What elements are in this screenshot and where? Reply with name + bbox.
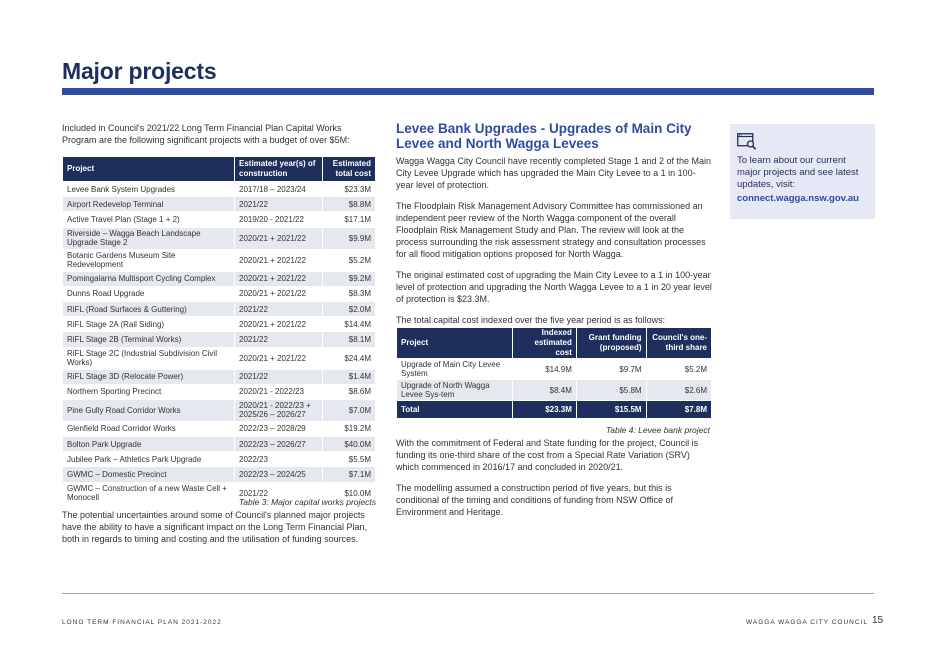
council-share: $2.6M — [646, 380, 711, 401]
header-indexed-cost: Indexed estimated cost — [513, 328, 577, 359]
project-cost: $1.4M — [323, 369, 376, 384]
levee-cost-table — [396, 327, 712, 419]
project-cost: $5.2M — [323, 249, 376, 271]
body-paragraph: The Floodplain Risk Management Advisory Committee has commissioned an independent peer review of the North Wagga component of the overall Floodplain Risk Management Study and Plan. The review will look at the process surrounding the risk assessment strategy and consultation processes for all flood mitigation options proposed for North Wagga. — [396, 201, 706, 259]
project-years: 2020/21 - 2022/23 + 2025/26 – 2026/27 — [235, 399, 323, 421]
project-years: 2022/23 — [235, 452, 323, 467]
funding-section — [396, 437, 712, 527]
header-grant-funding: Grant funding (proposed) — [576, 328, 646, 359]
project-years: 2021/22 — [235, 197, 323, 212]
table-row — [63, 227, 376, 249]
table-row — [63, 286, 376, 301]
grant-funding: $5.8M — [576, 380, 646, 401]
project-name: Bolton Park Upgrade — [63, 437, 235, 452]
header-years: Estimated year(s) of construction — [235, 157, 323, 182]
table-row — [63, 399, 376, 421]
project-cost: $8.3M — [323, 286, 376, 301]
total-indexed-cost: $23.3M — [513, 401, 577, 419]
table-row — [63, 301, 376, 316]
table-row — [63, 317, 376, 332]
project-years: 2020/21 + 2021/22 — [235, 227, 323, 249]
project-name: Northern Sporting Precinct — [63, 384, 235, 399]
body-paragraph: The original estimated cost of upgrading the Main City Levee to a 1 in 100-year level of protection and upgrading the North Wagga Levee to a 1 in 20 year level of protection is $23.3M. — [396, 270, 712, 304]
callout-text: To learn about our current major projects and see latest updates, visit: — [737, 155, 859, 190]
project-years: 2021/22 — [235, 301, 323, 316]
total-label: Total — [397, 401, 513, 419]
project-cost: $2.0M — [323, 301, 376, 316]
project-cost: $5.5M — [323, 452, 376, 467]
table-row — [63, 384, 376, 399]
table-row — [63, 197, 376, 212]
project-years: 2020/21 + 2021/22 — [235, 317, 323, 332]
table-row — [63, 212, 376, 227]
body-paragraph: The total capital cost indexed over the five year period is as follows: — [396, 315, 666, 325]
header-cost: Estimated total cost — [323, 157, 376, 182]
project-years: 2019/20 - 2021/22 — [235, 212, 323, 227]
table-row — [63, 332, 376, 347]
project-cost: $7.0M — [323, 399, 376, 421]
levee-project-name: Upgrade of North Wagga Levee Sys-tem — [397, 380, 513, 401]
project-years: 2020/21 + 2021/22 — [235, 249, 323, 271]
project-cost: $8.8M — [323, 197, 376, 212]
section-heading: Levee Bank Upgrades - Upgrades of Main City Levee and North Wagga Levees — [396, 121, 692, 151]
page-number: 15 — [872, 615, 884, 626]
footer-organisation: WAGGA WAGGA CITY COUNCIL — [746, 619, 868, 626]
table-row — [63, 182, 376, 197]
indexed-cost: $14.9M — [513, 359, 577, 380]
footer-document-title: LONG TERM FINANCIAL PLAN 2021-2022 — [62, 619, 222, 626]
project-years: 2020/21 - 2022/23 — [235, 384, 323, 399]
major-projects-link[interactable]: connect.wagga.nsw.gov.au — [737, 193, 859, 204]
table-row — [63, 347, 376, 369]
project-years: 2022/23 – 2024/25 — [235, 467, 323, 482]
project-name: Pomingalarna Multisport Cycling Complex — [63, 271, 235, 286]
project-years: 2022/23 – 2026/27 — [235, 437, 323, 452]
header-project: Project — [397, 328, 513, 359]
footer-divider — [62, 593, 874, 594]
project-name: Dunns Road Upgrade — [63, 286, 235, 301]
table-row — [63, 369, 376, 384]
project-name: RiFL Stage 2C (Industrial Subdivision Civil Works) — [63, 347, 235, 369]
project-years: 2020/21 + 2021/22 — [235, 347, 323, 369]
project-years: 2021/22 — [235, 332, 323, 347]
header-council-share: Council's one-third share — [646, 328, 711, 359]
levee-section — [396, 121, 712, 326]
project-years: 2017/18 – 2023/24 — [235, 182, 323, 197]
project-name: RiFL Stage 2A (Rail Siding) — [63, 317, 235, 332]
browser-search-icon — [737, 133, 757, 150]
project-cost: $23.3M — [323, 182, 376, 197]
table-header-row — [397, 328, 712, 359]
table-header-row — [63, 157, 376, 182]
table-row — [63, 249, 376, 271]
info-callout — [730, 124, 875, 219]
project-cost: $19.2M — [323, 421, 376, 436]
table-caption: Table 4: Levee bank project — [605, 425, 710, 435]
major-projects-table — [62, 156, 376, 505]
council-share: $5.2M — [646, 359, 711, 380]
page-title: Major projects — [62, 58, 217, 84]
body-paragraph: The modelling assumed a construction period of five years, but this is conditional of the timing and conditions of funding from NSW Office of Environment and Heritage. — [396, 483, 673, 517]
project-name: Levee Bank System Upgrades — [63, 182, 235, 197]
project-name: Jubilee Park – Athletics Park Upgrade — [63, 452, 235, 467]
project-cost: $8.1M — [323, 332, 376, 347]
project-name: Riverside – Wagga Beach Landscape Upgrade Stage 2 — [63, 227, 235, 249]
project-years: 2021/22 — [235, 369, 323, 384]
project-cost: $7.1M — [323, 467, 376, 482]
project-name: Pine Gully Road Corridor Works — [63, 399, 235, 421]
project-name: Airport Redevelop Terminal — [63, 197, 235, 212]
project-years: 2021/22 — [235, 482, 323, 504]
table-row — [63, 452, 376, 467]
table-row — [63, 421, 376, 436]
levee-project-name: Upgrade of Main City Levee System — [397, 359, 513, 380]
total-grant-funding: $15.5M — [576, 401, 646, 419]
table-total-row — [397, 401, 712, 419]
project-cost: $8.6M — [323, 384, 376, 399]
project-name: RiFL Stage 2B (Terminal Works) — [63, 332, 235, 347]
table-caption: Table 3: Major capital works projects — [238, 497, 376, 507]
table-row — [397, 380, 712, 401]
project-name: GWMC – Construction of a new Waste Cell + Monocell — [63, 482, 235, 504]
project-cost: $14.4M — [323, 317, 376, 332]
indexed-cost: $8.4M — [513, 380, 577, 401]
total-council-share: $7.8M — [646, 401, 711, 419]
project-name: GWMC – Domestic Precinct — [63, 467, 235, 482]
grant-funding: $9.7M — [576, 359, 646, 380]
project-cost: $24.4M — [323, 347, 376, 369]
project-cost: $17.1M — [323, 212, 376, 227]
project-name: Glenfield Road Corridor Works — [63, 421, 235, 436]
table-row — [63, 437, 376, 452]
table-row — [397, 359, 712, 380]
project-name: Active Travel Plan (Stage 1 + 2) — [63, 212, 235, 227]
table-row — [63, 467, 376, 482]
body-paragraph: With the commitment of Federal and State funding for the project, Council is funding its one-third share of the cost from a Special Rate Variation (SRV) which commenced in 2016/17 and concluded in 2020/21. — [396, 438, 699, 472]
project-years: 2022/23 – 2028/29 — [235, 421, 323, 436]
project-name: Botanic Gardens Museum Site Redevelopment — [63, 249, 235, 271]
header-project: Project — [63, 157, 235, 182]
intro-paragraph: Included in Council's 2021/22 Long Term Financial Plan Capital Works Program are the following significant projects with a budget of over $5M: — [62, 123, 350, 145]
project-years: 2020/21 + 2021/22 — [235, 271, 323, 286]
project-name: RiFL Stage 3D (Relocate Power) — [63, 369, 235, 384]
project-cost: $9.9M — [323, 227, 376, 249]
table-row — [63, 271, 376, 286]
uncertainty-paragraph: The potential uncertainties around some of Council's planned major projects have the ability to have a significant impact on the Long Term Financial Plan, both in regards to timing and costing and the utilisation of funding sources. — [62, 510, 368, 544]
project-name: RiFL (Road Surfaces & Guttering) — [63, 301, 235, 316]
project-cost: $9.2M — [323, 271, 376, 286]
title-divider — [62, 88, 874, 95]
body-paragraph: Wagga Wagga City Council have recently completed Stage 1 and 2 of the Main City Levee Upgrade which has upgraded the Main City Levee to a 1 in 100-year level of protection. — [396, 156, 712, 190]
project-years: 2020/21 + 2021/22 — [235, 286, 323, 301]
project-cost: $10.0M — [323, 482, 376, 504]
intro-column — [62, 122, 376, 146]
project-cost: $40.0M — [323, 437, 376, 452]
